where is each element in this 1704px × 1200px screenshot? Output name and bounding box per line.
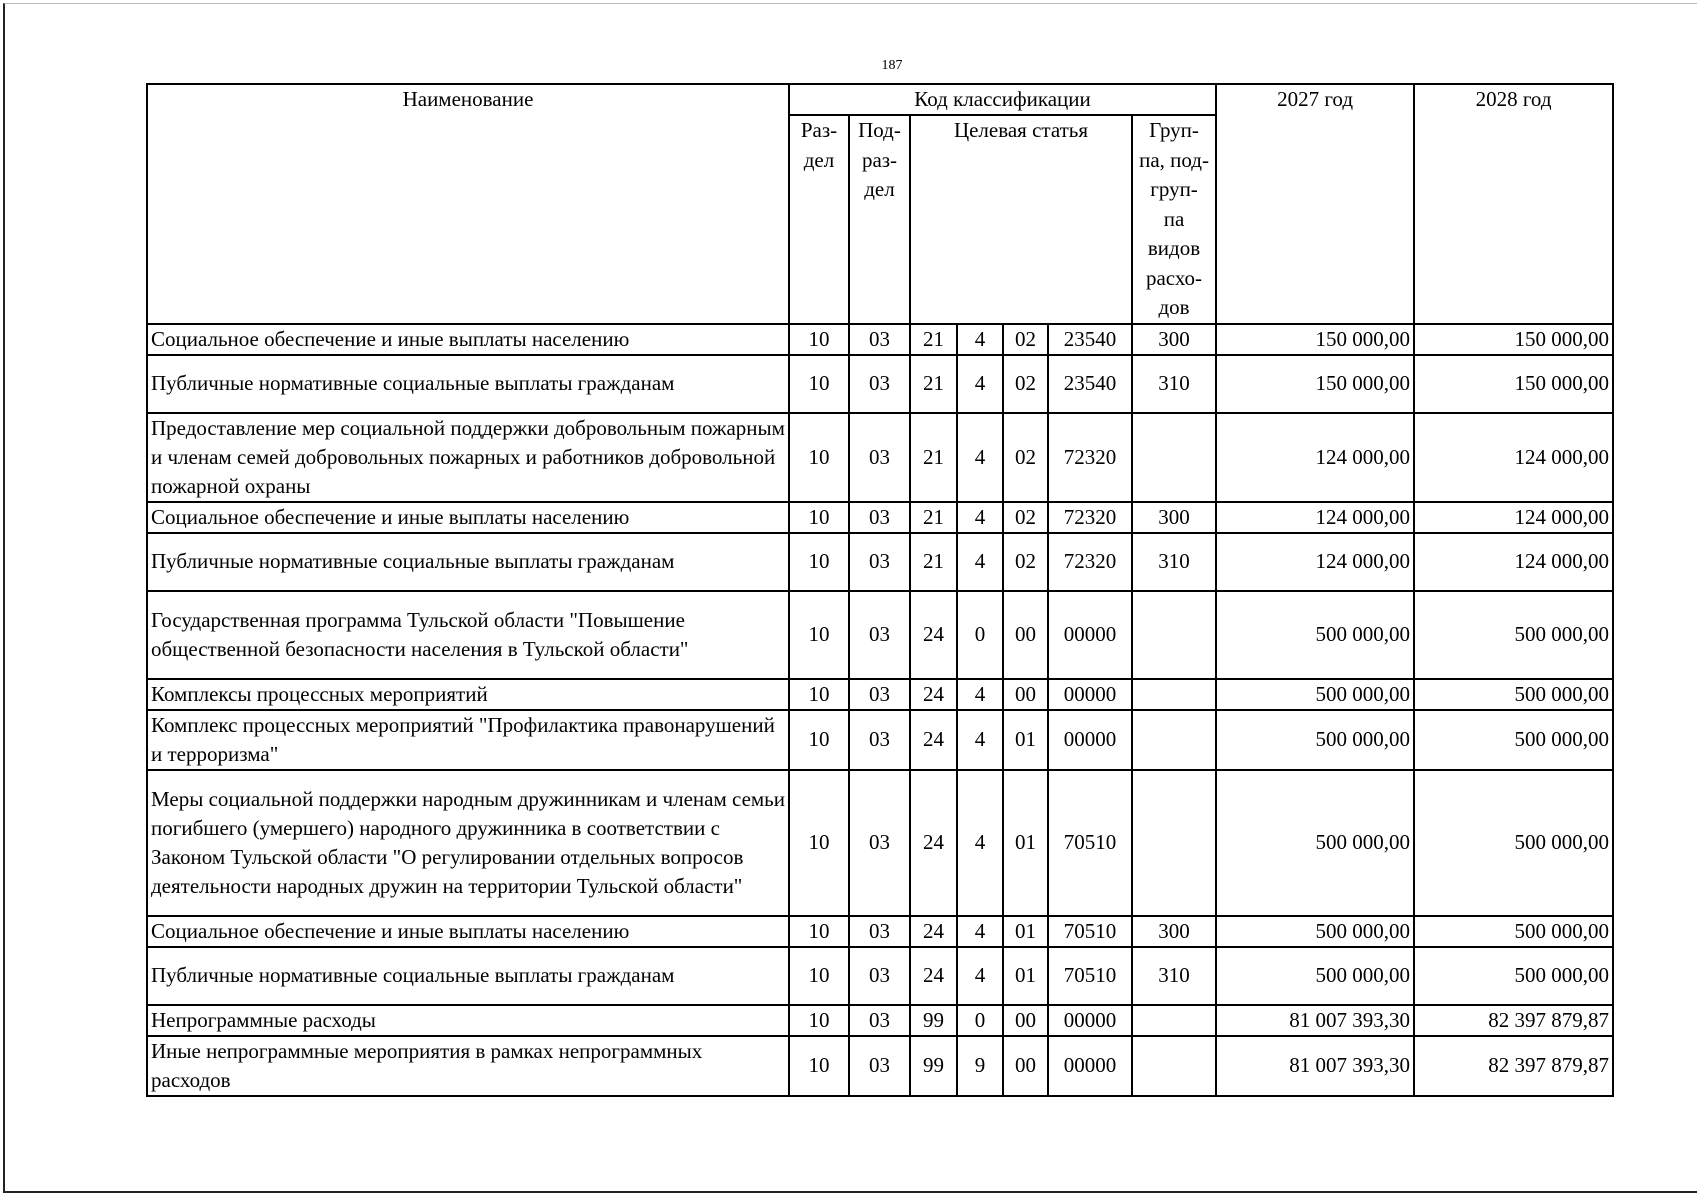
row-expense-group [1132,1036,1216,1096]
row-section: 10 [789,916,849,947]
row-article-subprogram: 00 [1003,591,1048,679]
row-expense-group [1132,710,1216,770]
row-article-direction: 72320 [1048,413,1132,502]
row-amount-2028: 82 397 879,87 [1414,1005,1613,1036]
row-amount-2027: 150 000,00 [1216,355,1414,413]
row-article-direction: 00000 [1048,710,1132,770]
row-section: 10 [789,947,849,1005]
row-name: Предоставление мер социальной поддержки добровольным пожарным и членам семей добровольных пожарных и работников добровольной пожарной охраны [147,413,789,502]
row-article-type: 0 [957,1005,1003,1036]
header-name: Наименование [147,84,789,324]
row-article-subprogram: 02 [1003,413,1048,502]
table-row [147,679,1613,710]
row-amount-2027: 500 000,00 [1216,770,1414,916]
row-article-direction: 70510 [1048,770,1132,916]
row-section: 10 [789,533,849,591]
header-subsection: Под- раз- дел [849,115,910,324]
row-name: Комплексы процессных мероприятий [147,679,789,710]
table-row [147,533,1613,591]
row-article-type: 4 [957,770,1003,916]
row-subsection: 03 [849,679,910,710]
row-amount-2028: 82 397 879,87 [1414,1036,1613,1096]
row-amount-2028: 500 000,00 [1414,710,1613,770]
row-section: 10 [789,355,849,413]
row-article-subprogram: 01 [1003,916,1048,947]
row-subsection: 03 [849,770,910,916]
row-name: Социальное обеспечение и иные выплаты населению [147,324,789,355]
row-name: Иные непрограммные мероприятия в рамках непрограммных расходов [147,1036,789,1096]
row-name: Публичные нормативные социальные выплаты гражданам [147,947,789,1005]
row-expense-group [1132,770,1216,916]
row-article-direction: 23540 [1048,324,1132,355]
row-article-type: 4 [957,916,1003,947]
row-article-subprogram: 00 [1003,1036,1048,1096]
row-article-program: 24 [910,947,957,1005]
row-article-program: 99 [910,1036,957,1096]
row-article-direction: 72320 [1048,533,1132,591]
row-amount-2028: 500 000,00 [1414,770,1613,916]
row-amount-2028: 124 000,00 [1414,413,1613,502]
header-section: Раз- дел [789,115,849,324]
row-expense-group [1132,679,1216,710]
row-expense-group [1132,1005,1216,1036]
row-article-direction: 00000 [1048,679,1132,710]
row-article-subprogram: 02 [1003,533,1048,591]
row-amount-2028: 500 000,00 [1414,916,1613,947]
row-article-program: 24 [910,591,957,679]
row-amount-2028: 150 000,00 [1414,355,1613,413]
row-article-direction: 23540 [1048,355,1132,413]
row-article-program: 24 [910,679,957,710]
row-expense-group: 310 [1132,355,1216,413]
row-subsection: 03 [849,355,910,413]
table-row [147,947,1613,1005]
row-name: Меры социальной поддержки народным дружинникам и членам семьи погибшего (умершего) народного дружинника в соответствии с Законом Тульской области "О регулировании отдельных вопросов деятельности народных дружин на территории Тульской области" [147,770,789,916]
row-article-subprogram: 01 [1003,947,1048,1005]
row-expense-group: 310 [1132,947,1216,1005]
row-article-program: 24 [910,710,957,770]
budget-table [146,83,1614,1097]
row-section: 10 [789,324,849,355]
row-article-subprogram: 00 [1003,679,1048,710]
row-subsection: 03 [849,916,910,947]
header-target-article: Целевая статья [910,115,1132,324]
row-article-program: 24 [910,916,957,947]
row-expense-group [1132,591,1216,679]
row-article-subprogram: 01 [1003,710,1048,770]
row-subsection: 03 [849,324,910,355]
row-subsection: 03 [849,947,910,1005]
row-article-program: 21 [910,502,957,533]
row-article-direction: 00000 [1048,591,1132,679]
row-expense-group [1132,413,1216,502]
row-amount-2028: 150 000,00 [1414,324,1613,355]
header-expense-group: Груп- па, под- груп- па видов расхо- дов [1132,115,1216,324]
row-name: Социальное обеспечение и иные выплаты населению [147,502,789,533]
row-amount-2028: 500 000,00 [1414,679,1613,710]
row-article-program: 21 [910,533,957,591]
row-amount-2027: 124 000,00 [1216,413,1414,502]
row-expense-group: 300 [1132,502,1216,533]
row-section: 10 [789,413,849,502]
row-article-direction: 00000 [1048,1005,1132,1036]
row-article-type: 4 [957,533,1003,591]
row-article-type: 4 [957,502,1003,533]
row-article-type: 0 [957,591,1003,679]
row-article-type: 4 [957,355,1003,413]
table-row [147,770,1613,916]
header-2027: 2027 год [1216,84,1414,324]
row-article-type: 9 [957,1036,1003,1096]
row-amount-2027: 500 000,00 [1216,916,1414,947]
table-row [147,710,1613,770]
row-subsection: 03 [849,1005,910,1036]
table-row [147,324,1613,355]
row-section: 10 [789,591,849,679]
row-section: 10 [789,679,849,710]
row-article-program: 21 [910,324,957,355]
row-expense-group: 310 [1132,533,1216,591]
row-expense-group: 300 [1132,324,1216,355]
row-subsection: 03 [849,1036,910,1096]
row-section: 10 [789,502,849,533]
header-2028: 2028 год [1414,84,1613,324]
table-row [147,1036,1613,1096]
row-name: Комплекс процессных мероприятий "Профилактика правонарушений и терроризма" [147,710,789,770]
row-amount-2027: 124 000,00 [1216,502,1414,533]
table-row [147,1005,1613,1036]
row-name: Социальное обеспечение и иные выплаты населению [147,916,789,947]
page-number: 187 [881,58,903,73]
row-article-program: 24 [910,770,957,916]
row-name: Публичные нормативные социальные выплаты гражданам [147,533,789,591]
row-amount-2027: 500 000,00 [1216,710,1414,770]
row-section: 10 [789,770,849,916]
row-article-type: 4 [957,413,1003,502]
row-article-direction: 00000 [1048,1036,1132,1096]
row-amount-2027: 124 000,00 [1216,533,1414,591]
row-amount-2027: 500 000,00 [1216,947,1414,1005]
row-article-direction: 72320 [1048,502,1132,533]
row-subsection: 03 [849,533,910,591]
table-body [147,324,1613,1096]
table-header [147,84,1613,324]
row-subsection: 03 [849,413,910,502]
row-name: Государственная программа Тульской области "Повышение общественной безопасности населения в Тульской области" [147,591,789,679]
row-section: 10 [789,1005,849,1036]
table-row [147,591,1613,679]
table-row [147,502,1613,533]
row-amount-2027: 500 000,00 [1216,591,1414,679]
row-subsection: 03 [849,502,910,533]
row-name: Публичные нормативные социальные выплаты гражданам [147,355,789,413]
row-article-type: 4 [957,710,1003,770]
row-name: Непрограммные расходы [147,1005,789,1036]
header-classification: Код классификации [789,84,1216,115]
row-article-direction: 70510 [1048,947,1132,1005]
row-article-type: 4 [957,947,1003,1005]
row-amount-2028: 124 000,00 [1414,502,1613,533]
table-row [147,916,1613,947]
row-expense-group: 300 [1132,916,1216,947]
row-article-type: 4 [957,324,1003,355]
row-amount-2028: 500 000,00 [1414,591,1613,679]
row-amount-2027: 500 000,00 [1216,679,1414,710]
row-amount-2027: 150 000,00 [1216,324,1414,355]
row-section: 10 [789,1036,849,1096]
row-article-program: 21 [910,413,957,502]
row-amount-2027: 81 007 393,30 [1216,1036,1414,1096]
row-amount-2028: 500 000,00 [1414,947,1613,1005]
row-article-subprogram: 02 [1003,324,1048,355]
row-article-program: 99 [910,1005,957,1036]
row-subsection: 03 [849,591,910,679]
table-row [147,413,1613,502]
row-article-program: 21 [910,355,957,413]
row-article-type: 4 [957,679,1003,710]
row-section: 10 [789,710,849,770]
row-amount-2027: 81 007 393,30 [1216,1005,1414,1036]
table-row [147,355,1613,413]
row-article-subprogram: 02 [1003,502,1048,533]
row-amount-2028: 124 000,00 [1414,533,1613,591]
row-article-subprogram: 01 [1003,770,1048,916]
row-article-subprogram: 00 [1003,1005,1048,1036]
row-article-direction: 70510 [1048,916,1132,947]
row-subsection: 03 [849,710,910,770]
row-article-subprogram: 02 [1003,355,1048,413]
